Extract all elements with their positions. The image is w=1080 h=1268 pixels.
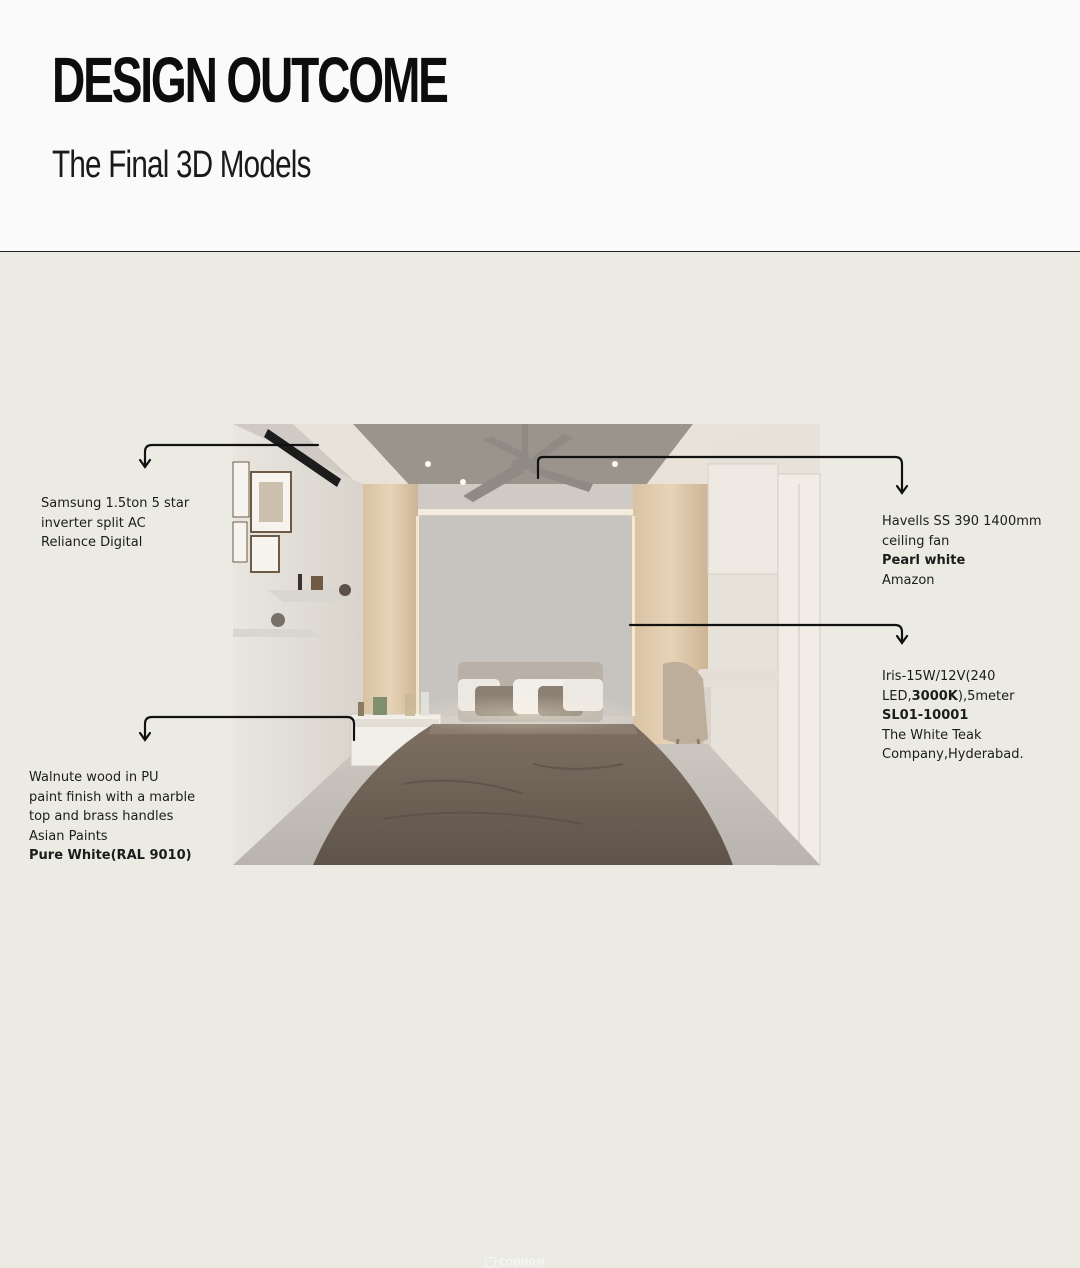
light-sku: SL01-10001: [882, 708, 969, 723]
bedroom-render-image: [233, 424, 820, 1268]
fan-color: Pearl white: [882, 553, 966, 568]
light-vendor-line2: Company,Hyderabad.: [882, 747, 1024, 762]
ac-type: inverter split AC: [41, 515, 146, 531]
fan-type: ceiling fan: [882, 533, 950, 549]
fan-arrow-icon: [897, 486, 907, 493]
fan-model: Havells SS 390 1400mm: [882, 514, 1042, 529]
light-annotation: [882, 667, 1024, 765]
wardrobe-material: Walnute wood in PU: [29, 770, 159, 785]
render-watermark: [485, 1257, 545, 1268]
light-vendor-line1: The White Teak: [882, 727, 982, 743]
wardrobe-arrow-icon: [140, 733, 150, 740]
light-spec-temp: 3000K: [911, 688, 958, 704]
codhom-logo-icon: [485, 1257, 496, 1268]
light-spec-led: LED,: [882, 688, 912, 704]
wardrobe-paint-color: Pure White(RAL 9010): [29, 848, 192, 863]
fan-vendor: Amazon: [882, 572, 935, 588]
fan-annotation: [882, 512, 1042, 590]
light-spec-length: ),5meter: [957, 688, 1015, 704]
ac-arrow-icon: [140, 460, 150, 467]
ac-model: Samsung 1.5ton 5 star: [41, 496, 190, 511]
wardrobe-finish: paint finish with a marble: [29, 789, 196, 805]
light-arrow-icon: [897, 636, 907, 643]
page-subtitle: The Final 3D Models: [52, 144, 311, 186]
wardrobe-annotation: [29, 768, 195, 866]
page-title: DESIGN OUTCOME: [52, 44, 447, 116]
wardrobe-hardware: top and brass handles: [29, 809, 174, 824]
wardrobe-paint-brand: Asian Paints: [29, 828, 108, 844]
ac-annotation: [41, 494, 189, 553]
light-spec: [882, 687, 1024, 707]
header-panel: [0, 0, 1080, 252]
bedroom-render-drawing: [233, 424, 820, 865]
light-model: Iris-15W/12V(240: [882, 669, 996, 684]
ac-vendor: Reliance Digital: [41, 535, 143, 550]
watermark-text: CODHOM: [499, 1257, 546, 1268]
